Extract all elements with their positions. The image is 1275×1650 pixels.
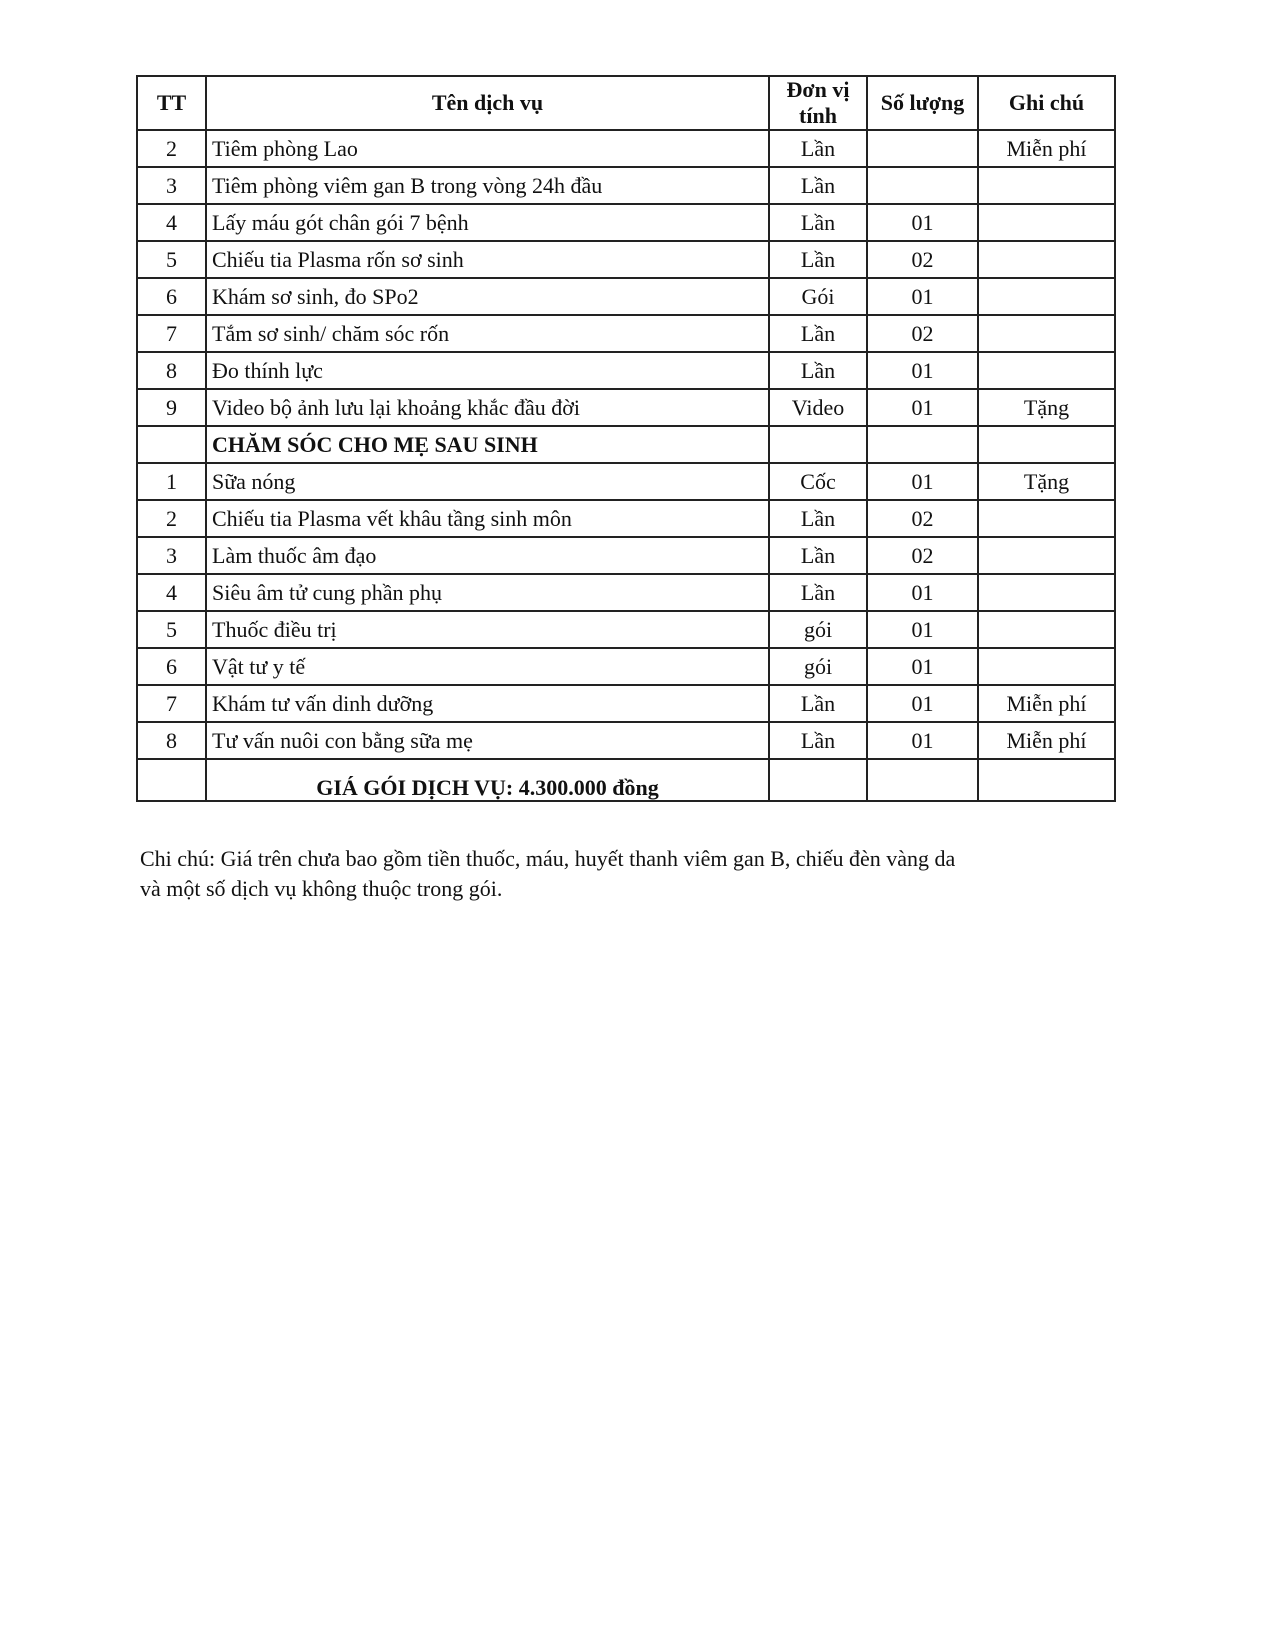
cell-service-name: Siêu âm tử cung phần phụ <box>206 574 769 611</box>
cell-unit: Lần <box>769 500 867 537</box>
cell-tt: 5 <box>137 241 206 278</box>
cell-tt: 4 <box>137 574 206 611</box>
cell-quantity: 01 <box>867 574 978 611</box>
cell-tt: 5 <box>137 611 206 648</box>
cell-quantity <box>867 759 978 801</box>
cell-note <box>978 759 1115 801</box>
cell-quantity: 02 <box>867 241 978 278</box>
cell-quantity: 02 <box>867 500 978 537</box>
cell-unit: Lần <box>769 352 867 389</box>
table-row <box>137 722 1115 759</box>
cell-tt: 2 <box>137 130 206 167</box>
header-quantity: Số lượng <box>867 76 978 130</box>
table-row <box>137 685 1115 722</box>
cell-unit: Lần <box>769 537 867 574</box>
table-row <box>137 611 1115 648</box>
header-service-name: Tên dịch vụ <box>206 76 769 130</box>
table-row <box>137 167 1115 204</box>
cell-tt: 9 <box>137 389 206 426</box>
table-row <box>137 389 1115 426</box>
cell-tt: 8 <box>137 352 206 389</box>
cell-tt: 3 <box>137 167 206 204</box>
cell-note <box>978 500 1115 537</box>
section-title: CHĂM SÓC CHO MẸ SAU SINH <box>206 426 769 463</box>
cell-quantity: 01 <box>867 463 978 500</box>
cell-note <box>978 611 1115 648</box>
cell-quantity: 01 <box>867 648 978 685</box>
cell-note <box>978 241 1115 278</box>
cell-note <box>978 315 1115 352</box>
cell-unit: Gói <box>769 278 867 315</box>
cell-note <box>978 167 1115 204</box>
cell-tt <box>137 426 206 463</box>
cell-note <box>978 352 1115 389</box>
cell-service-name: Tắm sơ sinh/ chăm sóc rốn <box>206 315 769 352</box>
cell-service-name: Lấy máu gót chân gói 7 bệnh <box>206 204 769 241</box>
cell-unit: Video <box>769 389 867 426</box>
cell-tt: 6 <box>137 278 206 315</box>
cell-tt: 1 <box>137 463 206 500</box>
cell-note: Tặng <box>978 463 1115 500</box>
cell-quantity: 01 <box>867 685 978 722</box>
cell-tt: 7 <box>137 315 206 352</box>
header-note: Ghi chú <box>978 76 1115 130</box>
cell-service-name: Làm thuốc âm đạo <box>206 537 769 574</box>
cell-note <box>978 426 1115 463</box>
cell-service-name: Đo thính lực <box>206 352 769 389</box>
cell-note: Tặng <box>978 389 1115 426</box>
package-price-row <box>137 759 1115 801</box>
table-row <box>137 352 1115 389</box>
cell-service-name: Vật tư y tế <box>206 648 769 685</box>
cell-tt: 6 <box>137 648 206 685</box>
cell-unit <box>769 759 867 801</box>
cell-tt: 2 <box>137 500 206 537</box>
cell-quantity: 02 <box>867 537 978 574</box>
cell-service-name: Tiêm phòng viêm gan B trong vòng 24h đầu <box>206 167 769 204</box>
table-row <box>137 463 1115 500</box>
cell-tt: 8 <box>137 722 206 759</box>
package-price: GIÁ GÓI DỊCH VỤ: 4.300.000 đồng <box>206 759 769 801</box>
section-header-row <box>137 426 1115 463</box>
table-row <box>137 204 1115 241</box>
cell-unit: Cốc <box>769 463 867 500</box>
table-header-row <box>137 76 1115 130</box>
cell-quantity: 01 <box>867 611 978 648</box>
cell-quantity <box>867 130 978 167</box>
cell-quantity: 01 <box>867 722 978 759</box>
table-row <box>137 500 1115 537</box>
table-row <box>137 278 1115 315</box>
cell-service-name: Tư vấn nuôi con bằng sữa mẹ <box>206 722 769 759</box>
cell-note <box>978 648 1115 685</box>
header-tt: TT <box>137 76 206 130</box>
cell-service-name: Sữa nóng <box>206 463 769 500</box>
cell-unit: Lần <box>769 241 867 278</box>
cell-quantity: 01 <box>867 352 978 389</box>
cell-service-name: Chiếu tia Plasma rốn sơ sinh <box>206 241 769 278</box>
cell-service-name: Chiếu tia Plasma vết khâu tầng sinh môn <box>206 500 769 537</box>
cell-unit: Lần <box>769 130 867 167</box>
cell-tt: 3 <box>137 537 206 574</box>
cell-service-name: Video bộ ảnh lưu lại khoảng khắc đầu đời <box>206 389 769 426</box>
cell-quantity: 01 <box>867 278 978 315</box>
cell-service-name: Tiêm phòng Lao <box>206 130 769 167</box>
cell-quantity <box>867 167 978 204</box>
cell-service-name: Khám sơ sinh, đo SPo2 <box>206 278 769 315</box>
table-row <box>137 315 1115 352</box>
cell-tt <box>137 759 206 801</box>
cell-unit: gói <box>769 611 867 648</box>
table-row <box>137 130 1115 167</box>
table-row <box>137 648 1115 685</box>
cell-note <box>978 574 1115 611</box>
cell-quantity: 02 <box>867 315 978 352</box>
cell-quantity <box>867 426 978 463</box>
cell-tt: 7 <box>137 685 206 722</box>
table-row <box>137 574 1115 611</box>
cell-unit: Lần <box>769 722 867 759</box>
cell-quantity: 01 <box>867 389 978 426</box>
cell-unit: Lần <box>769 574 867 611</box>
cell-quantity: 01 <box>867 204 978 241</box>
header-unit: Đơn vị tính <box>769 76 867 130</box>
service-package-table <box>136 75 1116 802</box>
cell-note: Miễn phí <box>978 685 1115 722</box>
cell-note <box>978 278 1115 315</box>
cell-unit: gói <box>769 648 867 685</box>
footnote: Chi chú: Giá trên chưa bao gồm tiền thuốc, máu, huyết thanh viêm gan B, chiếu đèn vàng da và một số dịch vụ không thuộc trong gói. <box>140 846 956 901</box>
cell-unit: Lần <box>769 167 867 204</box>
cell-unit: Lần <box>769 204 867 241</box>
cell-note: Miễn phí <box>978 130 1115 167</box>
cell-service-name: Khám tư vấn dinh dưỡng <box>206 685 769 722</box>
table-row <box>137 241 1115 278</box>
cell-unit <box>769 426 867 463</box>
cell-unit: Lần <box>769 315 867 352</box>
cell-tt: 4 <box>137 204 206 241</box>
cell-note <box>978 537 1115 574</box>
cell-unit: Lần <box>769 685 867 722</box>
cell-service-name: Thuốc điều trị <box>206 611 769 648</box>
cell-note: Miễn phí <box>978 722 1115 759</box>
cell-note <box>978 204 1115 241</box>
table-row <box>137 537 1115 574</box>
